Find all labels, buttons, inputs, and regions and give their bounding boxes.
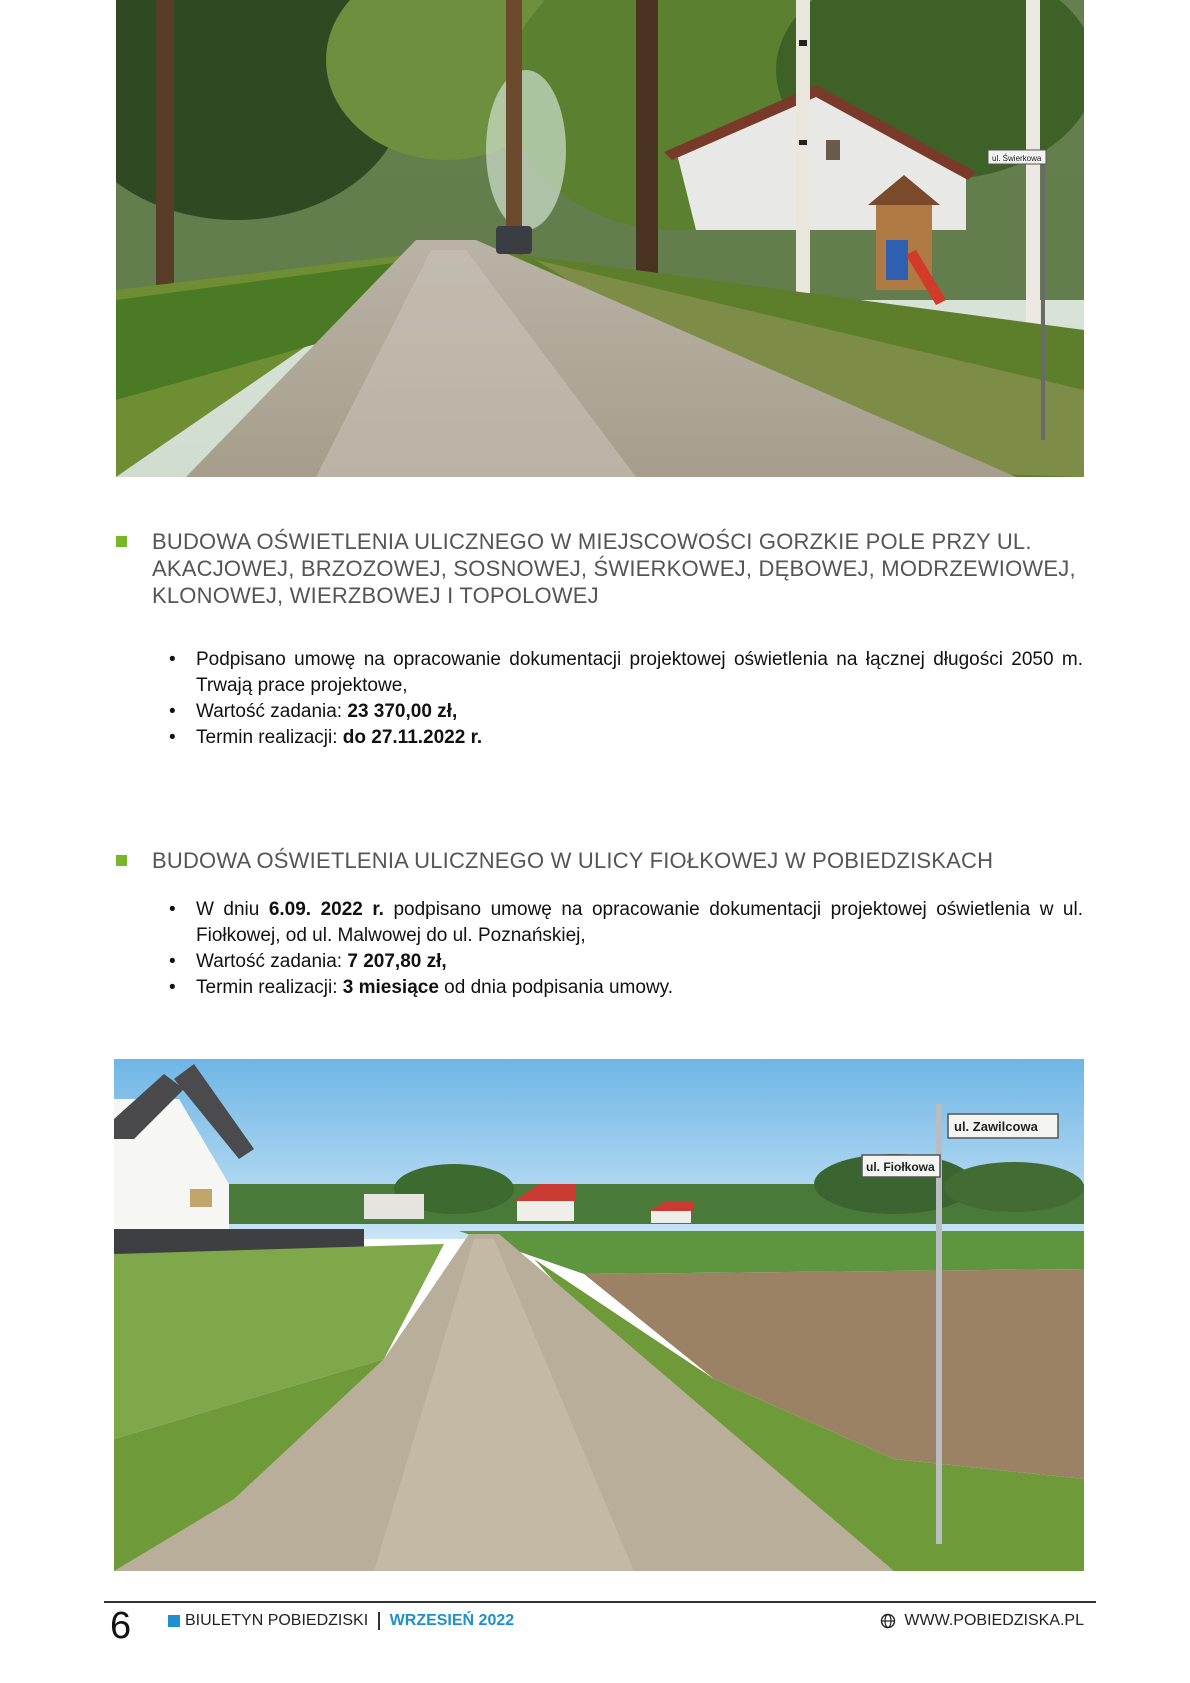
issue-month: WRZESIEŃ 2022 (389, 1612, 515, 1629)
street-sign-text: ul. Świerkowa (992, 154, 1042, 163)
website-url[interactable]: WWW.POBIEDZISKA.PL (904, 1612, 1084, 1629)
publication-name: BIULETYN POBIEDZISKI (185, 1612, 369, 1629)
blue-square-icon (168, 1615, 180, 1627)
green-square-icon (116, 536, 127, 547)
deadline-value: 3 miesiące (342, 977, 439, 998)
page-number: 6 (110, 1605, 132, 1647)
photo-forest-road (116, 0, 1084, 477)
deadline-value: do 27.11.2022 r. (342, 727, 483, 748)
section2-list (165, 897, 1083, 1001)
footer-rule (104, 1601, 1096, 1603)
task-value: 7 207,80 zł, (347, 951, 447, 972)
section2-title: BUDOWA OŚWIETLENIA ULICZNEGO W ULICY FIOŁKOWEJ W POBIEDZISKACH (152, 848, 994, 873)
section1-list (165, 647, 1083, 751)
section1-title: BUDOWA OŚWIETLENIA ULICZNEGO W MIEJSCOWOŚCI GORZKIE POLE PRZY UL. AKACJOWEJ, BRZOZOWEJ, SOSNOWEJ, ŚWIERKOWEJ, DĘBOWEJ, MODRZEWIOWEJ, KLONOWEJ, WIERZBOWEJ I TOPOLOWEJ (152, 529, 1076, 608)
photo-field-road (114, 1059, 1084, 1571)
green-square-icon (116, 855, 127, 866)
list-item: • W dniu 6.09. 2022 r. podpisano umowę na opracowanie dokumentacji projektowej oświetlenia w ul. Fiołkowej, od ul. Malwowej do ul. Poznańskiej, (165, 897, 1083, 949)
street-sign-lower: ul. Fiołkowa (866, 1160, 935, 1174)
divider (378, 1612, 380, 1630)
list-item: • Podpisano umowę na opracowanie dokumentacji projektowej oświetlenia na łącznej długości 2050 m. Trwają prace projektowe, (165, 647, 1083, 699)
section2-heading (116, 847, 1076, 874)
footer-publication (168, 1611, 514, 1631)
list-item: • Wartość zadania: 23 370,00 zł, (165, 699, 1083, 725)
footer-website[interactable] (880, 1611, 1084, 1631)
task-value: 23 370,00 zł, (347, 701, 458, 722)
section1-heading (116, 528, 1076, 609)
globe-icon (880, 1613, 896, 1629)
list-item: • Wartość zadania: 7 207,80 zł, (165, 949, 1083, 975)
list-item: • Termin realizacji: do 27.11.2022 r. (165, 725, 1083, 751)
street-sign-upper: ul. Zawilcowa (954, 1119, 1038, 1134)
list-item: • Termin realizacji: 3 miesiące od dnia podpisania umowy. (165, 975, 1083, 1001)
contract-date: 6.09. 2022 r. (268, 899, 384, 920)
